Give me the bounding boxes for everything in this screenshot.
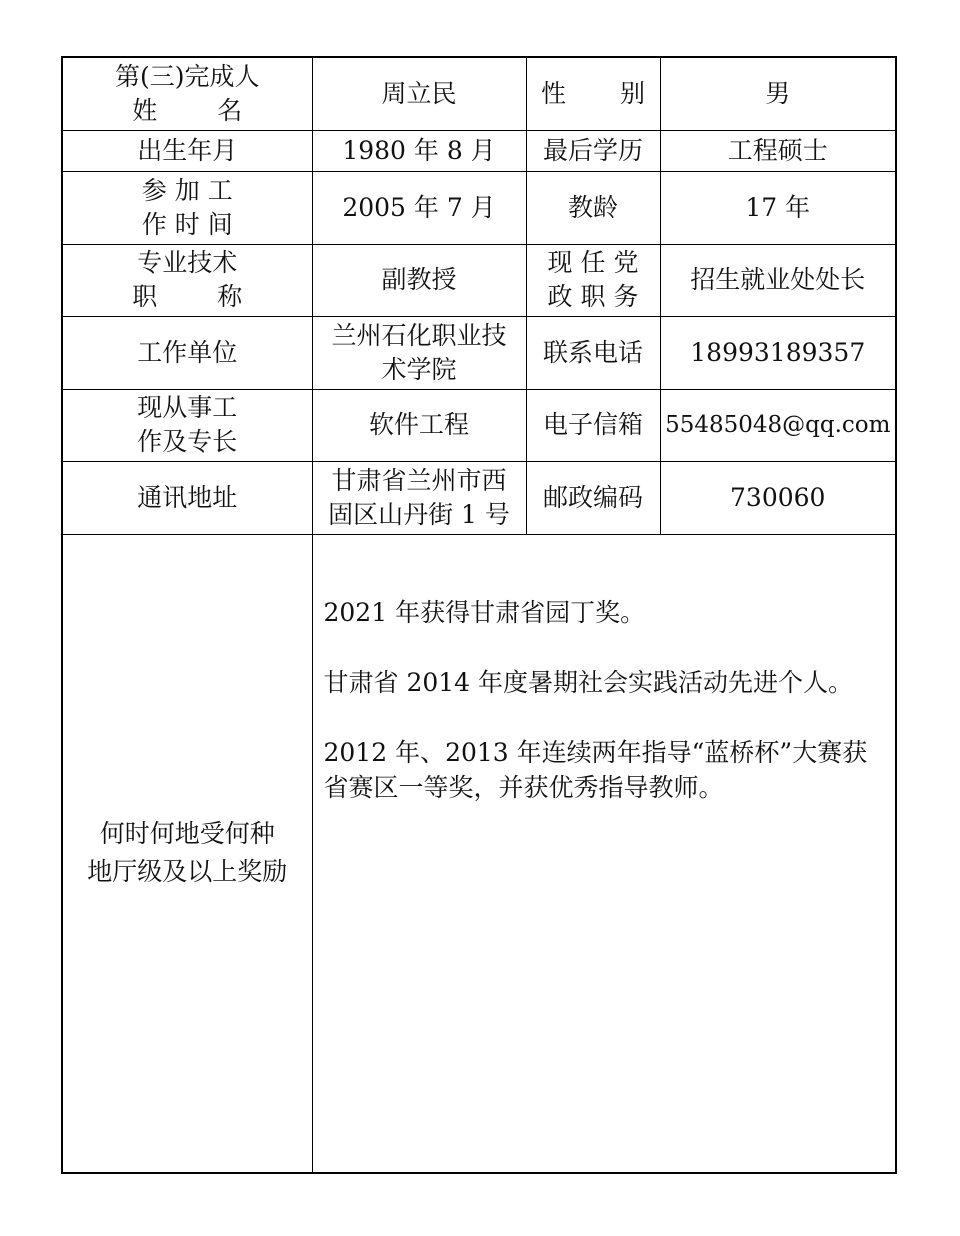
row-work-start [62, 171, 896, 244]
specialty-label-line2: 作及专长 [137, 427, 238, 456]
post-label-line2: 政 职 务 [547, 282, 639, 311]
row-employer [62, 316, 896, 389]
name-value: 周立民 [312, 57, 526, 130]
teaching-years-value: 17 年 [660, 171, 896, 244]
post-label-line1: 现 任 党 [547, 248, 639, 277]
row-birth [62, 130, 896, 171]
gender-value: 男 [660, 57, 896, 130]
row-address [62, 461, 896, 534]
employer-value-line1: 兰州石化职业技 [331, 320, 507, 350]
phone-label: 联系电话 [526, 316, 660, 389]
title-label-char-1: 职 [132, 282, 158, 311]
email-value: 55485048@qq.com [660, 389, 896, 461]
title-label-line2 [132, 280, 242, 314]
address-value-cell [312, 461, 526, 534]
postcode-label: 邮政编码 [526, 461, 660, 534]
specialty-label-line1: 现从事工 [137, 393, 238, 422]
awards-label-cell [62, 534, 312, 1173]
teaching-years-label: 教龄 [526, 171, 660, 244]
gender-label-char-1: 性 [541, 78, 567, 108]
awards-label-line2: 地厅级及以上奖励 [87, 857, 288, 887]
address-value-line2: 固区山丹街 1 号 [328, 499, 510, 529]
gender-label-cell [526, 57, 660, 130]
work-start-value: 2005 年 7 月 [312, 171, 526, 244]
birth-value: 1980 年 8 月 [312, 130, 526, 171]
award-item: 2012 年、2013 年连续两年指导“蓝桥杯”大赛获省赛区一等奖，并获优秀指导教师。 [323, 737, 868, 802]
name-label-line2 [132, 94, 242, 128]
education-value: 工程硕士 [660, 130, 896, 171]
name-label-char-1: 姓 [132, 95, 158, 125]
employer-label: 工作单位 [62, 316, 312, 389]
work-start-label-line2: 作 时 间 [141, 209, 233, 239]
personnel-form-table [61, 56, 897, 1174]
address-label: 通讯地址 [62, 461, 312, 534]
specialty-value: 软件工程 [312, 389, 526, 461]
specialty-label-cell [62, 389, 312, 461]
title-value: 副教授 [312, 244, 526, 316]
awards-content-cell [312, 534, 896, 1173]
title-label-cell [62, 244, 312, 316]
email-label: 电子信箱 [526, 389, 660, 461]
title-label-char-2: 称 [217, 282, 243, 311]
phone-value: 18993189357 [660, 316, 896, 389]
award-item: 2021 年获得甘肃省园丁奖。 [323, 597, 646, 627]
employer-value-line2: 术学院 [381, 354, 457, 384]
birth-label: 出生年月 [62, 130, 312, 171]
work-start-label-cell [62, 171, 312, 244]
title-label-line1: 专业技术 [137, 248, 238, 277]
row-specialty [62, 389, 896, 461]
name-label-cell [62, 57, 312, 130]
post-value: 招生就业处处长 [660, 244, 896, 316]
address-value-line1: 甘肃省兰州市西 [331, 465, 507, 495]
row-title [62, 244, 896, 316]
post-label-cell [526, 244, 660, 316]
row-name [62, 57, 896, 130]
row-awards [62, 534, 896, 1173]
name-label-char-2: 名 [217, 95, 243, 125]
employer-value-cell [312, 316, 526, 389]
awards-label-line1: 何时何地受何种 [99, 819, 275, 849]
work-start-label-line1: 参 加 工 [141, 175, 233, 205]
name-label-line1: 第(三)完成人 [114, 61, 260, 91]
education-label: 最后学历 [526, 130, 660, 171]
award-item: 甘肃省 2014 年度暑期社会实践活动先进个人。 [323, 667, 854, 697]
gender-label-char-2: 别 [619, 78, 645, 108]
postcode-value: 730060 [660, 461, 896, 534]
